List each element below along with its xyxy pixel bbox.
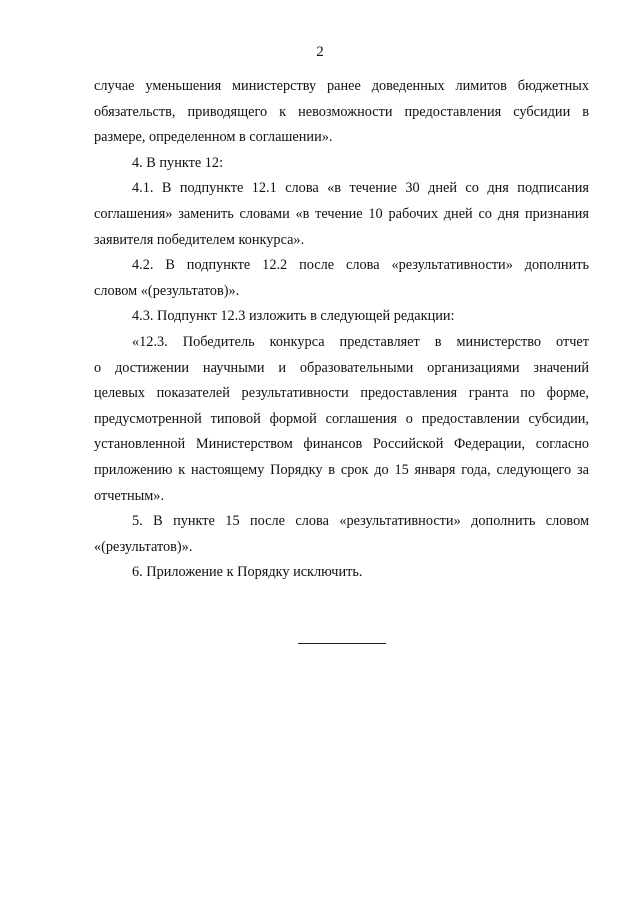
text-line: словом «(результатов)». (94, 282, 240, 299)
text-line: отчетным». (94, 487, 165, 504)
text-line: случае уменьшения министерству ранее доведенных лимитов бюджетных (94, 78, 589, 94)
text-line: приложению к настоящему Порядку в срок до 15 января года, следующего за (94, 461, 589, 478)
text-line: 4.2. В подпункте 12.2 после слова «результативности» дополнить (132, 257, 589, 274)
text-line: размере, определенном в соглашении». (94, 129, 333, 146)
document-body (94, 74, 589, 586)
text-line: предусмотренной типовой формой соглашения о предоставлении субсидии, (94, 410, 589, 427)
text-line: соглашения» заменить словами «в течение 10 рабочих дней со дня признания (94, 205, 589, 222)
text-line: заявителя победителем конкурса». (94, 231, 305, 248)
text-line: целевых показателей результативности предоставления гранта по форме, (94, 385, 589, 402)
text-line: 4. В пункте 12: (132, 154, 224, 171)
text-line: 6. Приложение к Порядку исключить. (132, 564, 363, 581)
text-line: 4.3. Подпункт 12.3 изложить в следующей редакции: (132, 308, 455, 325)
closing-rule (298, 643, 386, 644)
text-line: 5. В пункте 15 после слова «результативности» дополнить словом (132, 513, 589, 530)
text-line: установленной Министерством финансов Российской Федерации, согласно (94, 436, 589, 453)
text-line: 4.1. В подпункте 12.1 слова «в течение 30 дней со дня подписания (132, 180, 589, 197)
text-line: о достижении научными и образовательными организациями значений (94, 359, 589, 376)
page-number: 2 (316, 44, 324, 60)
text-line: обязательств, приводящего к невозможности предоставления субсидии в (94, 103, 589, 120)
text-line: «12.3. Победитель конкурса представляет в министерство отчет (132, 333, 589, 350)
text-line: «(результатов)». (94, 538, 193, 555)
